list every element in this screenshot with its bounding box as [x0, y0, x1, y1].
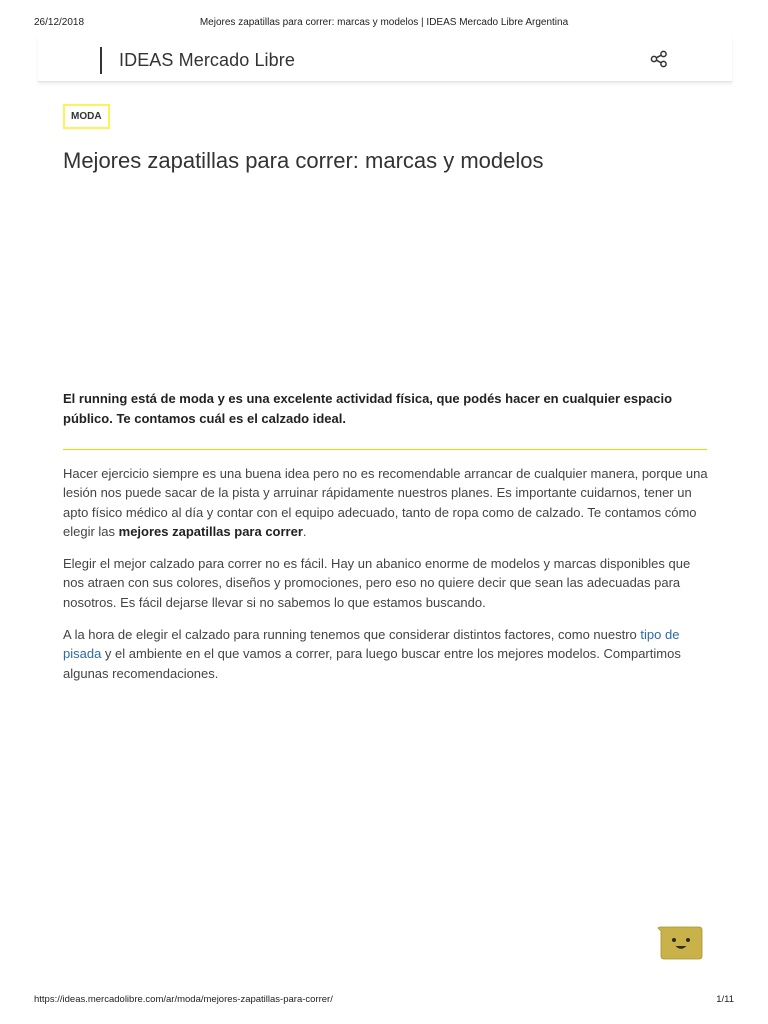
- article-lead: El running está de moda y es una excelente actividad física, que podés hacer en cualquier espacio público. Te contamos cuál es el calzado ideal.: [63, 391, 673, 426]
- lead-divider: [63, 449, 707, 450]
- share-icon: [648, 48, 670, 70]
- article-paragraph-1: [63, 464, 708, 541]
- article-paragraph-3: [63, 625, 708, 683]
- header-divider: [100, 47, 102, 74]
- paragraph-text: y el ambiente en el que vamos a correr, para luego buscar entre los mejores modelos. Compartimos algunas recomendaciones.: [63, 646, 681, 681]
- print-date: 26/12/2018: [34, 17, 85, 28]
- article-title: Mejores zapatillas para correr: marcas y modelos: [63, 148, 544, 173]
- site-header: [38, 36, 732, 82]
- share-button[interactable]: [648, 48, 670, 70]
- print-footer: [0, 994, 768, 1008]
- article-paragraph-2: Elegir el mejor calzado para correr no es fácil. Hay un abanico enorme de modelos y marcas disponibles que nos atraen con sus colores, diseños y promociones, pero eso no quiere decir que sean las adecuadas para nosotros. Es fácil dejarse llevar si no sabemos lo que estamos buscando.: [63, 556, 691, 610]
- print-document-title: Mejores zapatillas para correr: marcas y modelos | IDEAS Mercado Libre Argentina: [199, 17, 569, 28]
- print-url: https://ideas.mercadolibre.com/ar/moda/mejores-zapatillas-para-correr/: [34, 994, 333, 1005]
- paragraph-text: .: [302, 523, 307, 539]
- chat-smiley-icon: [654, 925, 704, 961]
- bold-keyword: mejores zapatillas para correr: [118, 523, 303, 539]
- paragraph-text: A la hora de elegir el calzado para running tenemos que considerar distintos factores, como nuestro: [63, 627, 641, 642]
- chat-widget-button[interactable]: [654, 925, 704, 961]
- tipo-de-pisada-link[interactable]: tipo de pisada: [63, 627, 680, 662]
- site-brand-link[interactable]: IDEAS Mercado Libre: [119, 50, 295, 70]
- category-tag[interactable]: MODA: [63, 104, 110, 129]
- print-header: [0, 17, 768, 31]
- paragraph-text: Hacer ejercicio siempre es una buena idea pero no es recomendable arrancar de cualquier manera, porque una lesión nos puede sacar de la pista y arruinar rápidamente nuestros planes. Es importante cuidarnos, tener un apto físico médico al día y contar con el equipo adecuado, tanto de ropa como de calzado. Te contamos cómo elegir las: [63, 466, 708, 539]
- print-page-number: 1/11: [716, 994, 734, 1005]
